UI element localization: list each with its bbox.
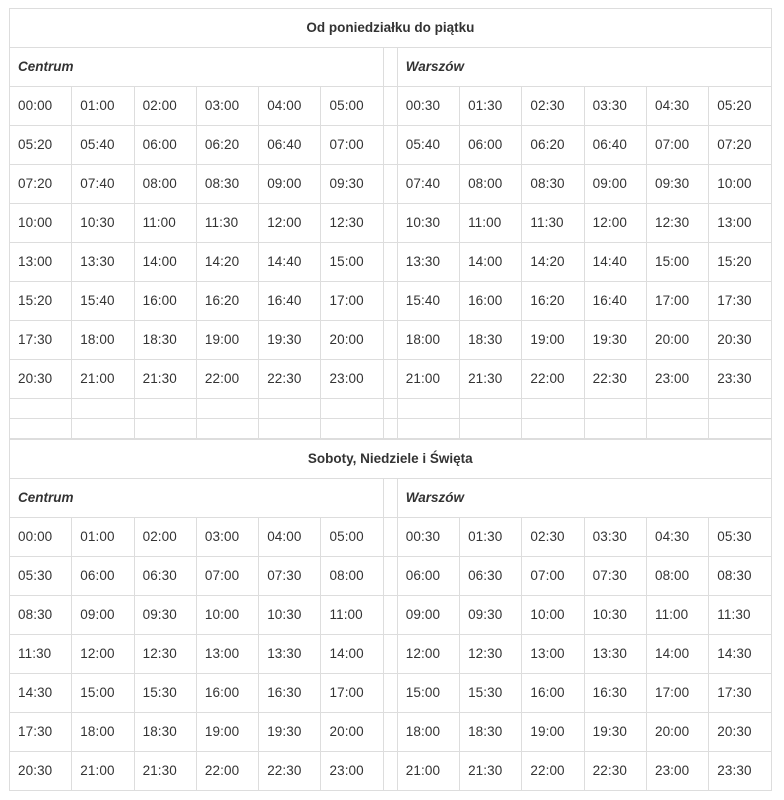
departure-time-cell: 22:30 [259, 360, 321, 399]
arrival-time-cell: 00:30 [397, 87, 459, 126]
arrival-time-cell: 10:30 [397, 204, 459, 243]
arrival-time-cell: 16:00 [522, 674, 584, 713]
departure-time-cell: 14:20 [196, 243, 258, 282]
row-spacer [383, 126, 397, 165]
departure-time-cell: 23:00 [321, 752, 383, 791]
departure-time-cell: 20:30 [10, 752, 72, 791]
arrival-time-cell: 23:30 [709, 360, 771, 399]
departure-time-cell: 15:20 [10, 282, 72, 321]
departure-time-cell: 19:00 [196, 321, 258, 360]
arrival-time-cell: 18:00 [397, 713, 459, 752]
empty-cell [196, 399, 258, 419]
departure-time-cell: 04:00 [259, 87, 321, 126]
departure-time-cell: 07:30 [259, 557, 321, 596]
arrival-time-cell: 10:30 [584, 596, 646, 635]
departure-time-cell: 19:00 [196, 713, 258, 752]
arrival-time-cell: 12:00 [397, 635, 459, 674]
empty-cell [72, 399, 134, 419]
arrival-time-cell: 03:30 [584, 87, 646, 126]
departure-time-cell: 02:00 [134, 518, 196, 557]
timetable-row [10, 243, 772, 282]
arrival-time-cell: 14:00 [460, 243, 522, 282]
arrival-time-cell: 01:30 [460, 87, 522, 126]
arrival-time-cell: 11:30 [709, 596, 771, 635]
arrival-time-cell: 07:00 [646, 126, 708, 165]
empty-cell [522, 419, 584, 439]
departure-time-cell: 10:00 [10, 204, 72, 243]
arrival-time-cell: 23:00 [646, 752, 708, 791]
departure-time-cell: 16:00 [134, 282, 196, 321]
row-spacer [383, 282, 397, 321]
arrival-time-cell: 17:30 [709, 674, 771, 713]
departure-time-cell: 00:00 [10, 518, 72, 557]
departure-time-cell: 08:00 [321, 557, 383, 596]
arrival-time-cell: 15:20 [709, 243, 771, 282]
arrival-time-cell: 13:30 [397, 243, 459, 282]
arrival-time-cell: 14:20 [522, 243, 584, 282]
departure-time-cell: 13:30 [259, 635, 321, 674]
arrival-time-cell: 04:30 [646, 87, 708, 126]
departure-time-cell: 05:40 [72, 126, 134, 165]
timetable-row [10, 204, 772, 243]
arrival-time-cell: 06:30 [460, 557, 522, 596]
arrival-time-cell: 01:30 [460, 518, 522, 557]
row-spacer [383, 399, 397, 419]
arrival-time-cell: 20:30 [709, 713, 771, 752]
departure-time-cell: 23:00 [321, 360, 383, 399]
arrival-time-cell: 20:00 [646, 321, 708, 360]
departure-time-cell: 18:00 [72, 321, 134, 360]
arrival-time-cell: 18:30 [460, 713, 522, 752]
departure-time-cell: 18:30 [134, 713, 196, 752]
arrival-time-cell: 14:00 [646, 635, 708, 674]
arrival-time-cell: 05:30 [709, 518, 771, 557]
arrival-time-cell: 07:00 [522, 557, 584, 596]
departure-time-cell: 02:00 [134, 87, 196, 126]
departure-time-cell: 20:00 [321, 713, 383, 752]
arrival-time-cell: 20:00 [646, 713, 708, 752]
row-spacer [383, 87, 397, 126]
row-spacer [383, 752, 397, 791]
empty-cell [584, 419, 646, 439]
empty-cell [134, 419, 196, 439]
arrival-time-cell: 16:30 [584, 674, 646, 713]
arrival-time-cell: 04:30 [646, 518, 708, 557]
departure-time-cell: 05:30 [10, 557, 72, 596]
departure-time-cell: 08:30 [196, 165, 258, 204]
departure-time-cell: 06:40 [259, 126, 321, 165]
arrival-time-cell: 13:00 [522, 635, 584, 674]
departure-time-cell: 14:40 [259, 243, 321, 282]
empty-cell [709, 399, 771, 419]
empty-cell [259, 399, 321, 419]
arrival-time-cell: 20:30 [709, 321, 771, 360]
arrival-time-cell: 22:00 [522, 360, 584, 399]
arrival-time-cell: 12:30 [460, 635, 522, 674]
arrival-time-cell: 19:00 [522, 713, 584, 752]
arrival-time-cell: 21:30 [460, 752, 522, 791]
timetable-row [10, 360, 772, 399]
arrival-time-cell: 23:00 [646, 360, 708, 399]
arrival-time-cell: 15:30 [460, 674, 522, 713]
timetable-row [10, 635, 772, 674]
departure-time-cell: 22:00 [196, 752, 258, 791]
timetable-2 [9, 439, 772, 791]
timetable-row [10, 282, 772, 321]
arrival-time-cell: 09:30 [646, 165, 708, 204]
departure-time-cell: 17:30 [10, 713, 72, 752]
departure-time-cell: 12:30 [321, 204, 383, 243]
departure-time-cell: 14:30 [10, 674, 72, 713]
arrival-time-cell: 11:00 [646, 596, 708, 635]
departure-time-cell: 03:00 [196, 87, 258, 126]
arrival-time-cell: 18:30 [460, 321, 522, 360]
departure-time-cell: 05:00 [321, 87, 383, 126]
empty-cell [72, 419, 134, 439]
arrival-time-cell: 09:00 [584, 165, 646, 204]
arrival-time-cell: 09:00 [397, 596, 459, 635]
departure-time-cell: 01:00 [72, 518, 134, 557]
timetable-row [10, 596, 772, 635]
empty-cell [397, 419, 459, 439]
timetable-title: Soboty, Niedziele i Święta [10, 440, 772, 479]
section-header-arrival: Warszów [397, 479, 771, 518]
timetable-title-row [10, 440, 772, 479]
arrival-time-cell: 08:30 [709, 557, 771, 596]
empty-cell [709, 419, 771, 439]
departure-time-cell: 05:00 [321, 518, 383, 557]
timetable-title: Od poniedziałku do piątku [10, 9, 772, 48]
row-spacer [383, 674, 397, 713]
row-spacer [383, 321, 397, 360]
departure-time-cell: 11:00 [321, 596, 383, 635]
row-spacer [383, 557, 397, 596]
arrival-time-cell: 13:30 [584, 635, 646, 674]
section-header-departure: Centrum [10, 48, 384, 87]
departure-time-cell: 18:30 [134, 321, 196, 360]
arrival-time-cell: 17:30 [709, 282, 771, 321]
departure-time-cell: 06:00 [72, 557, 134, 596]
arrival-time-cell: 02:30 [522, 87, 584, 126]
departure-time-cell: 07:00 [321, 126, 383, 165]
departure-time-cell: 09:00 [72, 596, 134, 635]
departure-time-cell: 21:30 [134, 752, 196, 791]
arrival-time-cell: 07:40 [397, 165, 459, 204]
departure-time-cell: 15:40 [72, 282, 134, 321]
empty-cell [646, 399, 708, 419]
departure-time-cell: 08:30 [10, 596, 72, 635]
section-header-arrival: Warszów [397, 48, 771, 87]
arrival-time-cell: 21:00 [397, 360, 459, 399]
departure-time-cell: 10:30 [72, 204, 134, 243]
row-spacer [383, 596, 397, 635]
departure-time-cell: 12:00 [72, 635, 134, 674]
departure-time-cell: 10:00 [196, 596, 258, 635]
arrival-time-cell: 05:40 [397, 126, 459, 165]
row-spacer [383, 518, 397, 557]
section-header-row [10, 479, 772, 518]
departure-time-cell: 09:30 [321, 165, 383, 204]
departure-time-cell: 20:00 [321, 321, 383, 360]
departure-time-cell: 17:00 [321, 674, 383, 713]
departure-time-cell: 13:30 [72, 243, 134, 282]
empty-cell [522, 399, 584, 419]
arrival-time-cell: 14:40 [584, 243, 646, 282]
arrival-time-cell: 16:40 [584, 282, 646, 321]
departure-time-cell: 15:00 [72, 674, 134, 713]
row-spacer [383, 204, 397, 243]
departure-time-cell: 07:00 [196, 557, 258, 596]
arrival-time-cell: 22:30 [584, 752, 646, 791]
arrival-time-cell: 17:00 [646, 674, 708, 713]
arrival-time-cell: 09:30 [460, 596, 522, 635]
departure-time-cell: 16:40 [259, 282, 321, 321]
departure-time-cell: 07:20 [10, 165, 72, 204]
departure-time-cell: 14:00 [134, 243, 196, 282]
departure-time-cell: 12:00 [259, 204, 321, 243]
arrival-time-cell: 19:30 [584, 321, 646, 360]
departure-time-cell: 13:00 [196, 635, 258, 674]
arrival-time-cell: 18:00 [397, 321, 459, 360]
departure-time-cell: 18:00 [72, 713, 134, 752]
arrival-time-cell: 08:00 [646, 557, 708, 596]
timetable-row [10, 126, 772, 165]
departure-time-cell: 11:30 [10, 635, 72, 674]
empty-cell [259, 419, 321, 439]
departure-time-cell: 19:30 [259, 713, 321, 752]
arrival-time-cell: 07:20 [709, 126, 771, 165]
departure-time-cell: 16:30 [259, 674, 321, 713]
row-spacer [383, 635, 397, 674]
arrival-time-cell: 12:30 [646, 204, 708, 243]
empty-cell [460, 419, 522, 439]
arrival-time-cell: 19:30 [584, 713, 646, 752]
departure-time-cell: 21:00 [72, 752, 134, 791]
departure-time-cell: 20:30 [10, 360, 72, 399]
departure-time-cell: 12:30 [134, 635, 196, 674]
arrival-time-cell: 16:00 [460, 282, 522, 321]
departure-time-cell: 04:00 [259, 518, 321, 557]
timetable-title-row [10, 9, 772, 48]
empty-cell [397, 399, 459, 419]
timetable-row [10, 87, 772, 126]
departure-time-cell: 06:30 [134, 557, 196, 596]
arrival-time-cell: 08:00 [460, 165, 522, 204]
empty-cell [646, 419, 708, 439]
section-header-row [10, 48, 772, 87]
departure-time-cell: 07:40 [72, 165, 134, 204]
row-spacer [383, 243, 397, 282]
timetable-row [10, 713, 772, 752]
departure-time-cell: 17:00 [321, 282, 383, 321]
row-spacer [383, 165, 397, 204]
departure-time-cell: 05:20 [10, 126, 72, 165]
arrival-time-cell: 15:40 [397, 282, 459, 321]
empty-cell [10, 399, 72, 419]
arrival-time-cell: 15:00 [646, 243, 708, 282]
departure-time-cell: 15:00 [321, 243, 383, 282]
empty-cell [196, 419, 258, 439]
arrival-time-cell: 12:00 [584, 204, 646, 243]
arrival-time-cell: 19:00 [522, 321, 584, 360]
empty-cell [321, 399, 383, 419]
arrival-time-cell: 00:30 [397, 518, 459, 557]
arrival-time-cell: 22:00 [522, 752, 584, 791]
row-spacer [383, 713, 397, 752]
arrival-time-cell: 03:30 [584, 518, 646, 557]
arrival-time-cell: 21:00 [397, 752, 459, 791]
arrival-time-cell: 10:00 [522, 596, 584, 635]
departure-time-cell: 22:00 [196, 360, 258, 399]
timetable-list [9, 8, 771, 791]
departure-time-cell: 15:30 [134, 674, 196, 713]
departure-time-cell: 00:00 [10, 87, 72, 126]
arrival-time-cell: 14:30 [709, 635, 771, 674]
section-spacer [383, 479, 397, 518]
departure-time-cell: 21:00 [72, 360, 134, 399]
departure-time-cell: 17:30 [10, 321, 72, 360]
empty-cell [584, 399, 646, 419]
departure-time-cell: 11:00 [134, 204, 196, 243]
empty-cell [134, 399, 196, 419]
timetable-empty-row [10, 399, 772, 419]
row-spacer [383, 360, 397, 399]
arrival-time-cell: 08:30 [522, 165, 584, 204]
arrival-time-cell: 15:00 [397, 674, 459, 713]
arrival-time-cell: 06:00 [460, 126, 522, 165]
section-header-departure: Centrum [10, 479, 384, 518]
departure-time-cell: 14:00 [321, 635, 383, 674]
departure-time-cell: 06:20 [196, 126, 258, 165]
arrival-time-cell: 06:40 [584, 126, 646, 165]
departure-time-cell: 09:00 [259, 165, 321, 204]
departure-time-cell: 09:30 [134, 596, 196, 635]
arrival-time-cell: 21:30 [460, 360, 522, 399]
departure-time-cell: 16:20 [196, 282, 258, 321]
arrival-time-cell: 05:20 [709, 87, 771, 126]
arrival-time-cell: 07:30 [584, 557, 646, 596]
departure-time-cell: 19:30 [259, 321, 321, 360]
departure-time-cell: 16:00 [196, 674, 258, 713]
arrival-time-cell: 13:00 [709, 204, 771, 243]
timetable-row [10, 165, 772, 204]
empty-cell [321, 419, 383, 439]
empty-cell [460, 399, 522, 419]
arrival-time-cell: 17:00 [646, 282, 708, 321]
departure-time-cell: 06:00 [134, 126, 196, 165]
timetable-row [10, 674, 772, 713]
arrival-time-cell: 11:00 [460, 204, 522, 243]
timetable-row [10, 518, 772, 557]
departure-time-cell: 03:00 [196, 518, 258, 557]
timetable-row [10, 321, 772, 360]
timetable-empty-row [10, 419, 772, 439]
arrival-time-cell: 02:30 [522, 518, 584, 557]
departure-time-cell: 22:30 [259, 752, 321, 791]
departure-time-cell: 10:30 [259, 596, 321, 635]
timetable-row [10, 557, 772, 596]
departure-time-cell: 08:00 [134, 165, 196, 204]
timetable-row [10, 752, 772, 791]
arrival-time-cell: 22:30 [584, 360, 646, 399]
departure-time-cell: 11:30 [196, 204, 258, 243]
departure-time-cell: 01:00 [72, 87, 134, 126]
arrival-time-cell: 16:20 [522, 282, 584, 321]
arrival-time-cell: 06:20 [522, 126, 584, 165]
empty-cell [10, 419, 72, 439]
arrival-time-cell: 06:00 [397, 557, 459, 596]
departure-time-cell: 13:00 [10, 243, 72, 282]
section-spacer [383, 48, 397, 87]
arrival-time-cell: 10:00 [709, 165, 771, 204]
row-spacer [383, 419, 397, 439]
arrival-time-cell: 11:30 [522, 204, 584, 243]
timetable-1 [9, 8, 772, 439]
departure-time-cell: 21:30 [134, 360, 196, 399]
arrival-time-cell: 23:30 [709, 752, 771, 791]
